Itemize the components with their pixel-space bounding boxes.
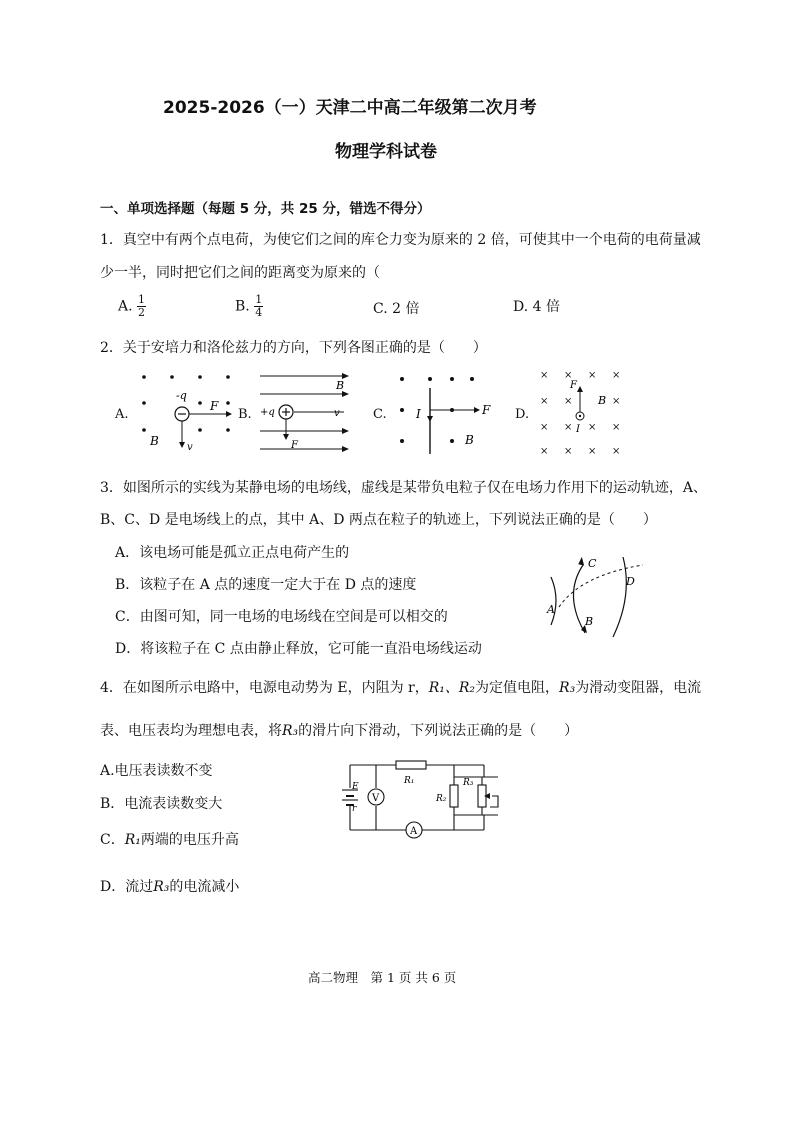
q4-r1-r2: R₁、R₂ [428, 680, 476, 696]
q2-fig-a-label: A. [115, 407, 129, 422]
q4-circuit-diagram [338, 755, 523, 845]
svg-text:×: × [612, 396, 621, 407]
q2-fig-d-label: D. [515, 407, 530, 422]
q3-option-d: D．将该粒子在 C 点由静止释放，它可能一直沿电场线运动 [115, 641, 482, 657]
svg-text:×: × [588, 370, 597, 381]
q3-point-c: C [588, 557, 597, 570]
circuit-internal-r: r [352, 804, 357, 814]
q2-a-velocity: v [187, 442, 193, 453]
q1-option-b [235, 294, 263, 319]
svg-text:×: × [588, 422, 597, 433]
fraction-denominator: 2 [138, 306, 146, 319]
q4-line1-part2: 为定值电阻， [475, 680, 560, 696]
q4-option-c-var: R₁ [124, 832, 141, 848]
svg-text:×: × [540, 422, 549, 433]
ammeter-icon: A [410, 826, 418, 837]
q4-option-d-text: 的电流减小 [169, 879, 240, 895]
q3-stem-line1: 3．如图所示的实线为某静电场的电场线，虚线是某带负电粒子仅在电场力作用下的运动轨迹，A、 [100, 480, 708, 496]
q2-fig-b-label: B. [238, 407, 252, 422]
q4-r3: R₃ [559, 680, 576, 696]
q4-line1-part1: 4．在如图所示电路中，电源电动势为 E，内阻为 r， [100, 680, 429, 696]
q1-option-c [373, 298, 419, 318]
fraction-numerator: 1 [255, 293, 263, 306]
q1-option-d-label: D. [513, 299, 529, 315]
svg-text:×: × [540, 446, 549, 457]
page-footer: 高二物理 第 1 页 共 6 页 [308, 970, 457, 985]
q3-option-b: B．该粒子在 A 点的速度一定大于在 D 点的速度 [115, 577, 417, 593]
svg-text:×: × [612, 446, 621, 457]
q2-b-velocity: v [334, 408, 340, 419]
q1-option-d [513, 296, 560, 316]
svg-text:×: × [588, 446, 597, 457]
q4-stem-line2 [100, 720, 578, 740]
q1-option-a [118, 294, 146, 319]
svg-text:×: × [612, 370, 621, 381]
circuit-r2: R₂ [436, 794, 447, 804]
svg-text:×: × [612, 422, 621, 433]
svg-text:×: × [564, 446, 573, 457]
q4-option-c-text: 两端的电压升高 [140, 832, 239, 848]
q4-option-a: A.电压表读数不变 [100, 763, 213, 779]
q1-option-c-text: 2 倍 [392, 301, 420, 317]
q4-stem-line1 [100, 677, 701, 697]
q1-option-a-label: A. [118, 298, 133, 315]
q4-option-d-var: R₃ [153, 879, 170, 895]
q4-option-c [100, 829, 239, 849]
q2-d-force: F [570, 380, 577, 391]
q4-option-d-label: D．流过 [100, 879, 154, 895]
q3-field-line-figure [535, 545, 650, 645]
q2-fig-c-label: C. [373, 407, 387, 422]
q1-stem-line1: 1．真空中有两个点电荷，为使它们之间的库仑力变为原来的 2 倍，可使其中一个电荷的电荷量减 [100, 232, 701, 248]
q2-figure-a [132, 366, 242, 456]
q2-stem: 2．关于安培力和洛伦兹力的方向，下列各图正确的是（ ） [100, 340, 487, 356]
q1-option-a-fraction [137, 294, 146, 319]
q2-figure-c [392, 366, 502, 456]
q1-option-d-text: 4 倍 [532, 299, 560, 315]
q2-b-force: F [291, 440, 298, 451]
q4-line2-part2: 的滑片向下滑动，下列说法正确的是（ ） [298, 723, 579, 739]
q3-point-d: D [626, 575, 635, 588]
svg-text:×: × [540, 370, 549, 381]
section-heading: 一、单项选择题（每题 5 分，共 25 分，错选不得分） [100, 201, 431, 217]
q4-option-d [100, 876, 239, 896]
svg-text:×: × [564, 422, 573, 433]
q4-line2-part1: 表、电压表均为理想电表，将 [100, 723, 282, 739]
q3-point-b: B [585, 615, 594, 628]
q3-stem-line2: B、C、D 是电场线上的点，其中 A、D 两点在粒子的轨迹上，下列说法正确的是（ ） [100, 512, 657, 528]
q2-d-field: B [598, 394, 607, 407]
q2-a-force: F [210, 399, 219, 413]
svg-text:×: × [564, 396, 573, 407]
q2-d-current: I [576, 424, 580, 435]
svg-text:×: × [540, 396, 549, 407]
voltmeter-icon: V [372, 793, 380, 804]
svg-text:×: × [564, 370, 573, 381]
fraction-numerator: 1 [138, 293, 146, 306]
q1-stem-line2: 少一半，同时把它们之间的距离变为原来的（ [100, 265, 380, 281]
q2-a-charge: -q [176, 389, 187, 402]
q2-b-field: B [336, 379, 345, 392]
fraction-denominator: 4 [255, 306, 263, 319]
q4-option-c-label: C． [100, 832, 125, 848]
q2-figure-b [256, 370, 356, 460]
q1-option-b-label: B. [235, 298, 250, 315]
exam-title: 2025-2026（一）天津二中高二年级第二次月考 [163, 98, 537, 118]
q2-c-force: F [482, 403, 491, 417]
q2-c-field: B [465, 433, 474, 447]
q2-c-current: I [416, 407, 421, 421]
q3-option-c: C．由图可知，同一电场的电场线在空间是可以相交的 [115, 609, 448, 625]
exam-subtitle: 物理学科试卷 [335, 142, 437, 162]
q3-option-a: A．该电场可能是孤立正点电荷产生的 [115, 545, 350, 561]
q2-a-field: B [150, 434, 159, 448]
q2-figure-d [532, 366, 632, 458]
circuit-emf: E [352, 782, 359, 792]
q2-b-charge: +q [260, 407, 275, 418]
q1-option-b-fraction [254, 294, 263, 319]
q4-r3-ref: R₃ [282, 723, 299, 739]
q1-option-c-label: C. [373, 301, 388, 317]
q3-point-a: A [547, 603, 555, 616]
circuit-r3: R₃ [463, 778, 474, 788]
q4-line1-part3: 为滑动变阻器，电流 [575, 680, 702, 696]
circuit-r1: R₁ [404, 776, 415, 786]
q4-option-b: B．电流表读数变大 [100, 796, 223, 812]
